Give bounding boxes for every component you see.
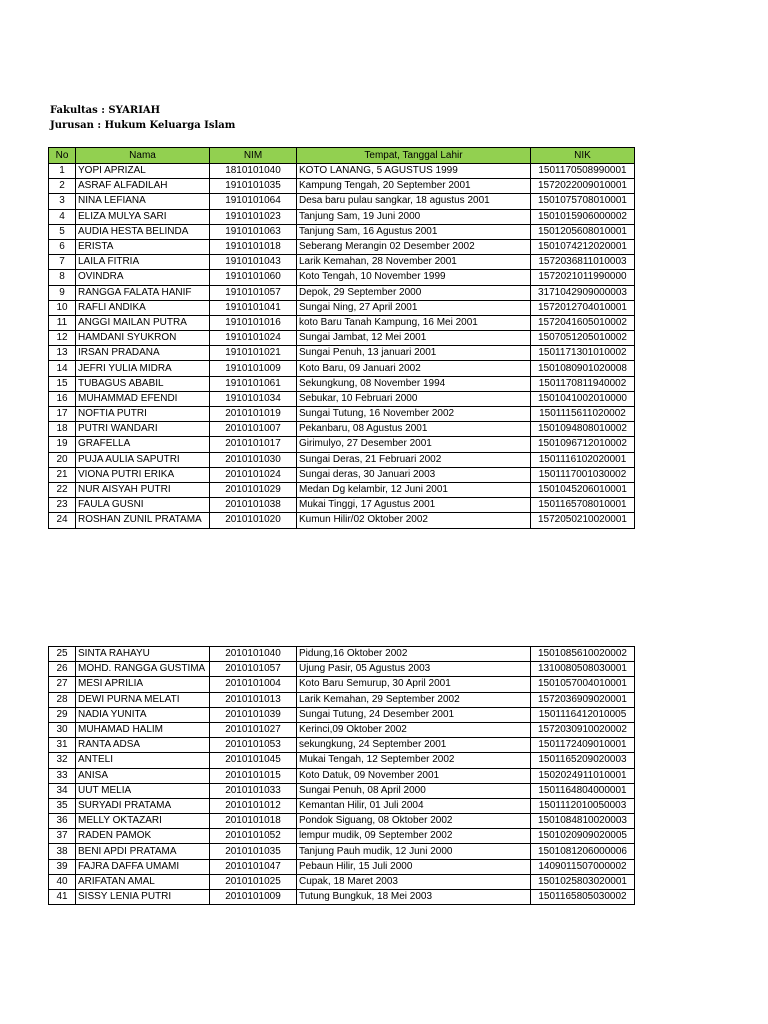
cell-nim: 2010101039 [210, 707, 297, 722]
cell-tempat-tanggal-lahir: koto Baru Tanah Kampung, 16 Mei 2001 [297, 315, 531, 330]
table-row [49, 513, 635, 528]
cell-nim: 1910101057 [210, 285, 297, 300]
cell-tempat-tanggal-lahir: Sungai Deras, 21 Februari 2002 [297, 452, 531, 467]
cell-no: 20 [49, 452, 76, 467]
cell-nama: BENI APDI PRATAMA [76, 844, 210, 859]
cell-nik: 1501075708010001 [531, 194, 635, 209]
cell-nik: 1572041605010002 [531, 315, 635, 330]
cell-tempat-tanggal-lahir: Pekanbaru, 08 Agustus 2001 [297, 422, 531, 437]
cell-nik: 1501045206010001 [531, 482, 635, 497]
cell-tempat-tanggal-lahir: Sungai Penuh, 08 April 2000 [297, 783, 531, 798]
cell-nik: 1501165708010001 [531, 498, 635, 513]
cell-tempat-tanggal-lahir: Cupak, 18 Maret 2003 [297, 874, 531, 889]
cell-nik: 1501117001030002 [531, 467, 635, 482]
cell-nama: ARIFATAN AMAL [76, 874, 210, 889]
cell-nik: 1501057004010001 [531, 677, 635, 692]
cell-no: 18 [49, 422, 76, 437]
cell-no: 33 [49, 768, 76, 783]
cell-nik: 1501170508990001 [531, 164, 635, 179]
cell-tempat-tanggal-lahir: Tanjung Sam, 19 Juni 2000 [297, 209, 531, 224]
cell-no: 25 [49, 647, 76, 662]
table-row [49, 255, 635, 270]
cell-nim: 1910101063 [210, 224, 297, 239]
cell-tempat-tanggal-lahir: Pebaun Hilir, 15 Juli 2000 [297, 859, 531, 874]
cell-nim: 2010101040 [210, 647, 297, 662]
table-row [49, 285, 635, 300]
table-row [49, 482, 635, 497]
table-row [49, 239, 635, 254]
cell-tempat-tanggal-lahir: Larik Kemahan, 28 November 2001 [297, 255, 531, 270]
cell-nik: 3171042909000003 [531, 285, 635, 300]
cell-nim: 2010101009 [210, 890, 297, 905]
cell-nim: 1910101060 [210, 270, 297, 285]
cell-nim: 2010101019 [210, 407, 297, 422]
table-row [49, 452, 635, 467]
cell-no: 23 [49, 498, 76, 513]
cell-nama: UUT MELIA [76, 783, 210, 798]
cell-nama: NOFTIA PUTRI [76, 407, 210, 422]
cell-nim: 1910101061 [210, 376, 297, 391]
table-row [49, 498, 635, 513]
cell-no: 37 [49, 829, 76, 844]
cell-tempat-tanggal-lahir: Seberang Merangin 02 Desember 2002 [297, 239, 531, 254]
cell-no: 31 [49, 738, 76, 753]
cell-nik: 1572012704010001 [531, 300, 635, 315]
cell-nama: ELIZA MULYA SARI [76, 209, 210, 224]
cell-tempat-tanggal-lahir: Sungai Jambat, 12 Mei 2001 [297, 331, 531, 346]
cell-nik: 1501116412010005 [531, 707, 635, 722]
table-row [49, 738, 635, 753]
cell-nama: GRAFELLA [76, 437, 210, 452]
cell-no: 26 [49, 662, 76, 677]
cell-nim: 2010101015 [210, 768, 297, 783]
cell-nik: 1502024911010001 [531, 768, 635, 783]
cell-nama: PUJA AULIA SAPUTRI [76, 452, 210, 467]
cell-no: 19 [49, 437, 76, 452]
cell-nim: 1910101023 [210, 209, 297, 224]
cell-nik: 1409011507000002 [531, 859, 635, 874]
cell-nama: RAFLI ANDIKA [76, 300, 210, 315]
cell-tempat-tanggal-lahir: Larik Kemahan, 29 September 2002 [297, 692, 531, 707]
cell-nik: 1501172409010001 [531, 738, 635, 753]
column-header-nama: Nama [76, 148, 210, 164]
table-row [49, 753, 635, 768]
cell-no: 16 [49, 391, 76, 406]
cell-tempat-tanggal-lahir: sekungkung, 24 September 2001 [297, 738, 531, 753]
cell-tempat-tanggal-lahir: Tutung Bungkuk, 18 Mei 2003 [297, 890, 531, 905]
cell-tempat-tanggal-lahir: Sebukar, 10 Februari 2000 [297, 391, 531, 406]
cell-tempat-tanggal-lahir: Desa baru pulau sangkar, 18 agustus 2001 [297, 194, 531, 209]
cell-tempat-tanggal-lahir: Medan Dg kelambir, 12 Juni 2001 [297, 482, 531, 497]
cell-tempat-tanggal-lahir: Depok, 29 September 2000 [297, 285, 531, 300]
cell-nama: RADEN PAMOK [76, 829, 210, 844]
cell-nik: 1572021011990000 [531, 270, 635, 285]
cell-nik: 1572030910020002 [531, 722, 635, 737]
cell-no: 2 [49, 179, 76, 194]
cell-nama: ANISA [76, 768, 210, 783]
table-row [49, 209, 635, 224]
cell-tempat-tanggal-lahir: Pidung,16 Oktober 2002 [297, 647, 531, 662]
table-row [49, 315, 635, 330]
cell-nama: AUDIA HESTA BELINDA [76, 224, 210, 239]
cell-no: 30 [49, 722, 76, 737]
cell-no: 6 [49, 239, 76, 254]
table-row [49, 407, 635, 422]
cell-tempat-tanggal-lahir: Kumun Hilir/02 Oktober 2002 [297, 513, 531, 528]
cell-nama: MUHAMAD HALIM [76, 722, 210, 737]
cell-nama: ERISTA [76, 239, 210, 254]
cell-nim: 1910101016 [210, 315, 297, 330]
cell-nim: 2010101047 [210, 859, 297, 874]
table-row [49, 859, 635, 874]
cell-no: 4 [49, 209, 76, 224]
cell-nama: JEFRI YULIA MIDRA [76, 361, 210, 376]
cell-nama: RANGGA FALATA HANIF [76, 285, 210, 300]
cell-tempat-tanggal-lahir: Ujung Pasir, 05 Agustus 2003 [297, 662, 531, 677]
cell-no: 7 [49, 255, 76, 270]
cell-tempat-tanggal-lahir: Kampung Tengah, 20 September 2001 [297, 179, 531, 194]
cell-nama: OVINDRA [76, 270, 210, 285]
cell-nama: ANGGI MAILAN PUTRA [76, 315, 210, 330]
cell-nim: 2010101027 [210, 722, 297, 737]
cell-tempat-tanggal-lahir: Koto Tengah, 10 November 1999 [297, 270, 531, 285]
cell-nama: MESI APRILIA [76, 677, 210, 692]
cell-nim: 1910101021 [210, 346, 297, 361]
table-row [49, 647, 635, 662]
cell-nama: FAJRA DAFFA UMAMI [76, 859, 210, 874]
cell-nama: SURYADI PRATAMA [76, 798, 210, 813]
cell-nik: 1501115611020002 [531, 407, 635, 422]
cell-no: 35 [49, 798, 76, 813]
cell-nim: 2010101024 [210, 467, 297, 482]
cell-no: 3 [49, 194, 76, 209]
cell-nim: 2010101038 [210, 498, 297, 513]
cell-nama: ROSHAN ZUNIL PRATAMA [76, 513, 210, 528]
cell-nik: 1501085610020002 [531, 647, 635, 662]
table-row [49, 361, 635, 376]
cell-nik: 1501096712010002 [531, 437, 635, 452]
cell-nik: 1501171301010002 [531, 346, 635, 361]
cell-nik: 1572022009010001 [531, 179, 635, 194]
cell-nama: FAULA GUSNI [76, 498, 210, 513]
cell-no: 10 [49, 300, 76, 315]
cell-nama: IRSAN PRADANA [76, 346, 210, 361]
table-row [49, 270, 635, 285]
cell-no: 24 [49, 513, 76, 528]
cell-nim: 2010101033 [210, 783, 297, 798]
table-row [49, 692, 635, 707]
cell-nim: 2010101025 [210, 874, 297, 889]
cell-nama: TUBAGUS ABABIL [76, 376, 210, 391]
cell-nik: 1572050210020001 [531, 513, 635, 528]
cell-no: 8 [49, 270, 76, 285]
cell-tempat-tanggal-lahir: Mukai Tengah, 12 September 2002 [297, 753, 531, 768]
cell-nim: 2010101057 [210, 662, 297, 677]
cell-nim: 2010101007 [210, 422, 297, 437]
cell-no: 41 [49, 890, 76, 905]
cell-nama: MOHD. RANGGA GUSTIMA [76, 662, 210, 677]
cell-nama: LAILA FITRIA [76, 255, 210, 270]
cell-no: 12 [49, 331, 76, 346]
table-row [49, 662, 635, 677]
cell-nik: 1501165805030002 [531, 890, 635, 905]
cell-no: 39 [49, 859, 76, 874]
cell-nik: 1501170811940002 [531, 376, 635, 391]
cell-nama: MELLY OKTAZARI [76, 814, 210, 829]
cell-tempat-tanggal-lahir: lempur mudik, 09 September 2002 [297, 829, 531, 844]
cell-no: 38 [49, 844, 76, 859]
cell-no: 15 [49, 376, 76, 391]
cell-nim: 2010101017 [210, 437, 297, 452]
cell-nama: YOPI APRIZAL [76, 164, 210, 179]
cell-nama: MUHAMMAD EFENDI [76, 391, 210, 406]
cell-nik: 1501205608010001 [531, 224, 635, 239]
cell-tempat-tanggal-lahir: Mukai Tinggi, 17 Agustus 2001 [297, 498, 531, 513]
cell-nama: RANTA ADSA [76, 738, 210, 753]
cell-nim: 1910101041 [210, 300, 297, 315]
cell-nama: ANTELI [76, 753, 210, 768]
column-header-no: No [49, 148, 76, 164]
cell-tempat-tanggal-lahir: Koto Datuk, 09 November 2001 [297, 768, 531, 783]
table-row [49, 346, 635, 361]
column-header-tempat-tanggal-lahir: Tempat, Tanggal Lahir [297, 148, 531, 164]
cell-no: 14 [49, 361, 76, 376]
header-fakultas: Fakultas : SYARIAH [50, 105, 161, 116]
table-row [49, 422, 635, 437]
cell-nim: 2010101012 [210, 798, 297, 813]
cell-tempat-tanggal-lahir: Pondok Siguang, 08 Oktober 2002 [297, 814, 531, 829]
cell-nama: DEWI PURNA MELATI [76, 692, 210, 707]
cell-nik: 1501080901020008 [531, 361, 635, 376]
cell-nim: 1910101034 [210, 391, 297, 406]
cell-tempat-tanggal-lahir: KOTO LANANG, 5 AGUSTUS 1999 [297, 164, 531, 179]
column-header-nim: NIM [210, 148, 297, 164]
cell-nama: NADIA YUNITA [76, 707, 210, 722]
cell-tempat-tanggal-lahir: Sungai Penuh, 13 januari 2001 [297, 346, 531, 361]
cell-nim: 2010101029 [210, 482, 297, 497]
column-header-nik: NIK [531, 148, 635, 164]
cell-nim: 2010101018 [210, 814, 297, 829]
cell-nim: 1910101009 [210, 361, 297, 376]
cell-tempat-tanggal-lahir: Girimulyo, 27 Desember 2001 [297, 437, 531, 452]
cell-nama: SINTA RAHAYU [76, 647, 210, 662]
cell-tempat-tanggal-lahir: Sekungkung, 08 November 1994 [297, 376, 531, 391]
cell-nik: 1572036909020001 [531, 692, 635, 707]
cell-no: 11 [49, 315, 76, 330]
cell-no: 9 [49, 285, 76, 300]
cell-nik: 1501112010050003 [531, 798, 635, 813]
cell-no: 29 [49, 707, 76, 722]
table-row [49, 164, 635, 179]
cell-nama: NUR AISYAH PUTRI [76, 482, 210, 497]
table-row [49, 844, 635, 859]
table-header-row [49, 148, 635, 164]
table-row [49, 874, 635, 889]
student-table-page2 [48, 646, 635, 905]
cell-tempat-tanggal-lahir: Kerinci,09 Oktober 2002 [297, 722, 531, 737]
table-row [49, 783, 635, 798]
table-row [49, 890, 635, 905]
cell-nik: 1501015906000002 [531, 209, 635, 224]
cell-nik: 1501165209020003 [531, 753, 635, 768]
cell-tempat-tanggal-lahir: Kemantan Hilir, 01 Juli 2004 [297, 798, 531, 813]
cell-nim: 1910101064 [210, 194, 297, 209]
cell-nim: 1810101040 [210, 164, 297, 179]
cell-nik: 1501164804000001 [531, 783, 635, 798]
cell-no: 28 [49, 692, 76, 707]
cell-nama: PUTRI WANDARI [76, 422, 210, 437]
cell-nim: 2010101035 [210, 844, 297, 859]
cell-nim: 2010101030 [210, 452, 297, 467]
cell-nama: NINA LEFIANA [76, 194, 210, 209]
cell-nik: 1501041002010000 [531, 391, 635, 406]
cell-nim: 2010101052 [210, 829, 297, 844]
cell-nik: 1507051205010002 [531, 331, 635, 346]
cell-nim: 2010101020 [210, 513, 297, 528]
cell-no: 13 [49, 346, 76, 361]
cell-nim: 1910101043 [210, 255, 297, 270]
cell-no: 27 [49, 677, 76, 692]
cell-nik: 1501084810020003 [531, 814, 635, 829]
cell-tempat-tanggal-lahir: Koto Baru Semurup, 30 April 2001 [297, 677, 531, 692]
table-row [49, 798, 635, 813]
cell-tempat-tanggal-lahir: Koto Baru, 09 Januari 2002 [297, 361, 531, 376]
cell-nim: 1910101035 [210, 179, 297, 194]
student-table-page1 [48, 147, 635, 529]
cell-no: 21 [49, 467, 76, 482]
table-row [49, 829, 635, 844]
table-row [49, 768, 635, 783]
cell-tempat-tanggal-lahir: Tanjung Sam, 16 Agustus 2001 [297, 224, 531, 239]
table-row [49, 224, 635, 239]
cell-no: 5 [49, 224, 76, 239]
table-row [49, 194, 635, 209]
cell-no: 40 [49, 874, 76, 889]
cell-tempat-tanggal-lahir: Sungai Ning, 27 April 2001 [297, 300, 531, 315]
cell-tempat-tanggal-lahir: Sungai Tutung, 24 Desember 2001 [297, 707, 531, 722]
table-row [49, 179, 635, 194]
table-row [49, 437, 635, 452]
cell-nik: 1310080508030001 [531, 662, 635, 677]
cell-nik: 1501025803020001 [531, 874, 635, 889]
table-row [49, 722, 635, 737]
cell-nik: 1501094808010002 [531, 422, 635, 437]
table-row [49, 331, 635, 346]
cell-nik: 1501074212020001 [531, 239, 635, 254]
cell-no: 36 [49, 814, 76, 829]
table-row [49, 467, 635, 482]
cell-nama: ASRAF ALFADILAH [76, 179, 210, 194]
table-row [49, 376, 635, 391]
cell-tempat-tanggal-lahir: Sungai Tutung, 16 November 2002 [297, 407, 531, 422]
cell-tempat-tanggal-lahir: Tanjung Pauh mudik, 12 Juni 2000 [297, 844, 531, 859]
cell-nik: 1501020909020005 [531, 829, 635, 844]
table-row [49, 300, 635, 315]
cell-nim: 2010101013 [210, 692, 297, 707]
cell-nik: 1572036811010003 [531, 255, 635, 270]
cell-nim: 2010101004 [210, 677, 297, 692]
table-row [49, 391, 635, 406]
cell-nama: HAMDANI SYUKRON [76, 331, 210, 346]
table-row [49, 707, 635, 722]
table-row [49, 814, 635, 829]
cell-no: 1 [49, 164, 76, 179]
cell-no: 32 [49, 753, 76, 768]
cell-nama: SISSY LENIA PUTRI [76, 890, 210, 905]
cell-nim: 1910101024 [210, 331, 297, 346]
cell-no: 22 [49, 482, 76, 497]
cell-no: 17 [49, 407, 76, 422]
cell-nama: VIONA PUTRI ERIKA [76, 467, 210, 482]
table-row [49, 677, 635, 692]
cell-tempat-tanggal-lahir: Sungai deras, 30 Januari 2003 [297, 467, 531, 482]
cell-no: 34 [49, 783, 76, 798]
cell-nim: 1910101018 [210, 239, 297, 254]
cell-nim: 2010101053 [210, 738, 297, 753]
cell-nik: 1501116102020001 [531, 452, 635, 467]
header-jurusan: Jurusan : Hukum Keluarga Islam [50, 120, 236, 131]
cell-nim: 2010101045 [210, 753, 297, 768]
cell-nik: 1501081206000006 [531, 844, 635, 859]
